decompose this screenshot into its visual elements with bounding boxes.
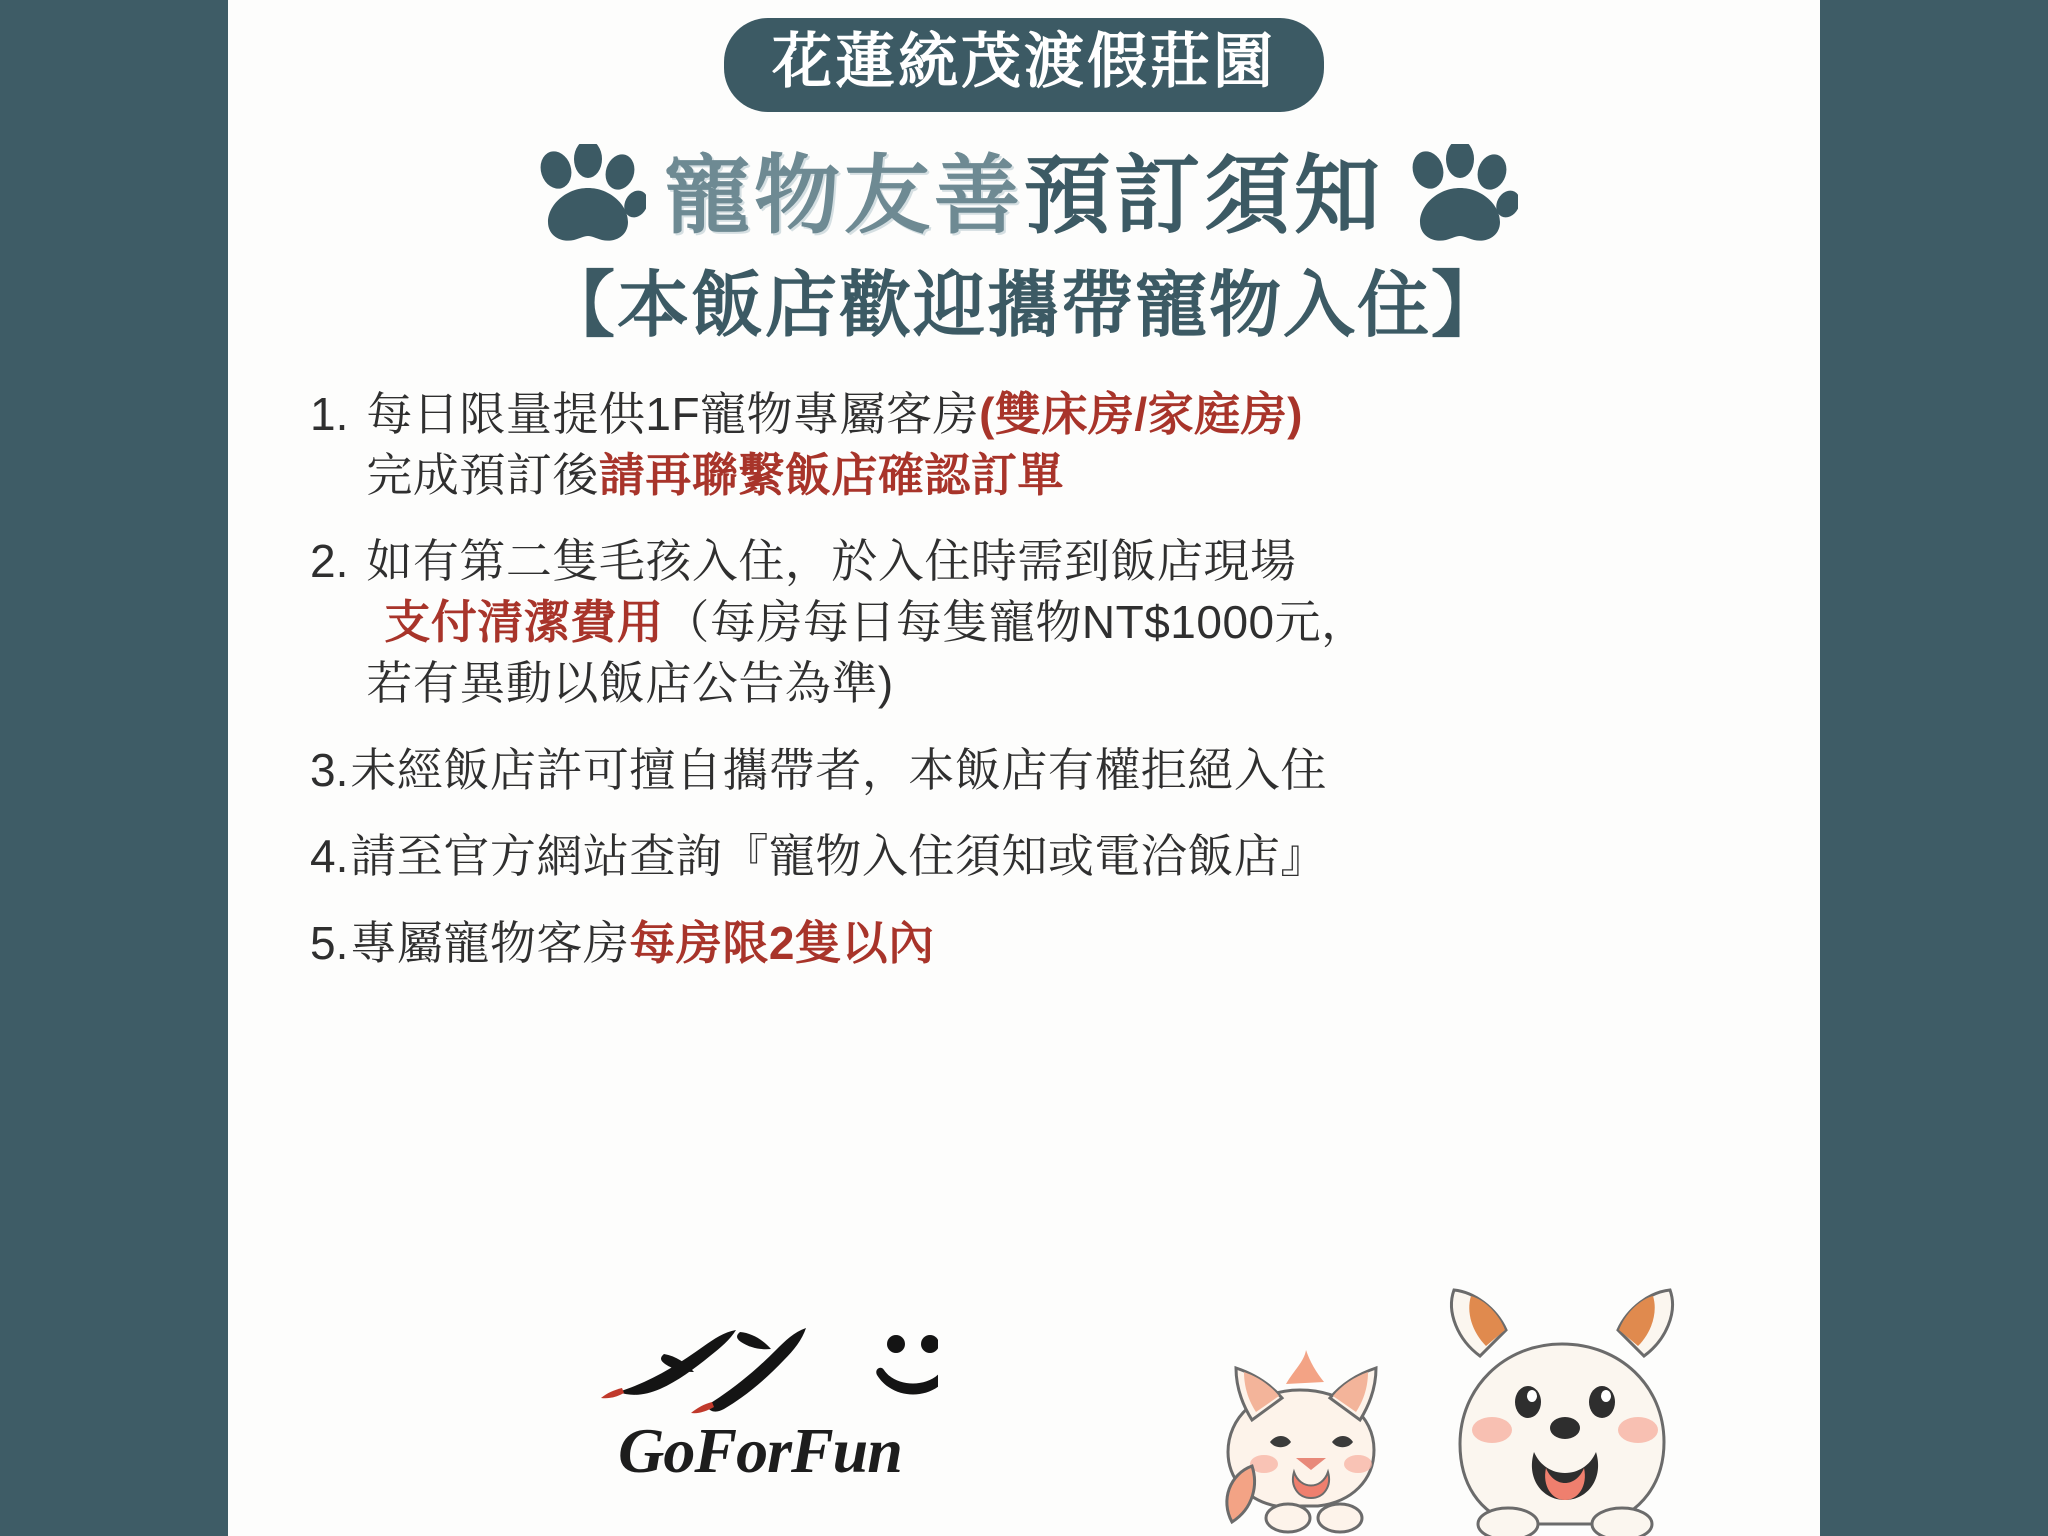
list-item-number: 5. bbox=[310, 917, 349, 970]
header-badge-container bbox=[228, 18, 1820, 112]
note1-line2 bbox=[366, 445, 1303, 506]
list-item-number: 4. bbox=[310, 830, 349, 883]
note2-line2 bbox=[366, 592, 1367, 653]
hotel-name-badge: 花蓮統茂渡假莊園 bbox=[724, 18, 1324, 112]
list-item bbox=[310, 531, 1768, 713]
page-title bbox=[664, 148, 1384, 244]
flying-crane-icon bbox=[578, 1296, 938, 1496]
note1-line1-red: (雙床房/家庭房) bbox=[979, 388, 1303, 440]
page-title-rest: 預訂須知 bbox=[1024, 148, 1384, 244]
list-item-text bbox=[350, 740, 1327, 801]
list-item bbox=[310, 826, 1768, 887]
note1-line2-red: 請再聯繫飯店確認訂單 bbox=[598, 448, 1064, 501]
note2-line3-plain: 若有異動以飯店公告為準) bbox=[366, 656, 894, 709]
note2-line1-plain: 如有第二隻毛孩入住，於入住時需到飯店現場 bbox=[366, 535, 1297, 588]
page-title-highlight: 寵物友善 bbox=[664, 148, 1024, 244]
footer-artwork bbox=[228, 1176, 1820, 1536]
note5-line1-plain: 專屬寵物客房 bbox=[350, 917, 630, 970]
cat-and-dog-illustration bbox=[1216, 1206, 1776, 1536]
note2-line2-red: 支付清潔費用 bbox=[384, 596, 664, 649]
list-item-text bbox=[350, 913, 934, 974]
list-item-number: 3. bbox=[310, 743, 349, 796]
note1-line1-plain: 每日限量提供1F寵物專屬客房 bbox=[366, 388, 980, 440]
list-item bbox=[310, 913, 1768, 974]
note4-line1-plain: 請至官方網站查詢『寵物入住須知或電洽飯店』 bbox=[350, 830, 1327, 883]
note2-line2-plain: （每房每日每隻寵物NT$1000元， bbox=[663, 596, 1368, 649]
list-item-number: 2. bbox=[310, 535, 349, 588]
title-row bbox=[228, 144, 1820, 248]
paw-print-icon bbox=[1402, 144, 1518, 248]
list-item-text bbox=[350, 826, 1327, 887]
list-item-text bbox=[366, 531, 1367, 713]
list-item-text bbox=[366, 384, 1303, 505]
notes-list bbox=[228, 384, 1820, 974]
page-subtitle: 【本飯店歡迎攜帶寵物入住】 bbox=[542, 266, 1505, 346]
list-item bbox=[310, 740, 1768, 801]
note1-line2-plain: 完成預訂後 bbox=[366, 448, 599, 501]
note3-line1-plain: 未經飯店許可擅自攜帶者，本飯店有權拒絕入住 bbox=[350, 743, 1327, 796]
note2-line3 bbox=[366, 653, 1367, 714]
note5-line1-red: 每房限2隻以內 bbox=[629, 917, 935, 970]
poster-sheet bbox=[228, 0, 1820, 1536]
paw-print-icon bbox=[530, 144, 646, 248]
list-item bbox=[310, 384, 1768, 505]
brand-logo-text: GoForFun bbox=[618, 1415, 902, 1486]
list-item-number: 1. bbox=[310, 388, 349, 440]
